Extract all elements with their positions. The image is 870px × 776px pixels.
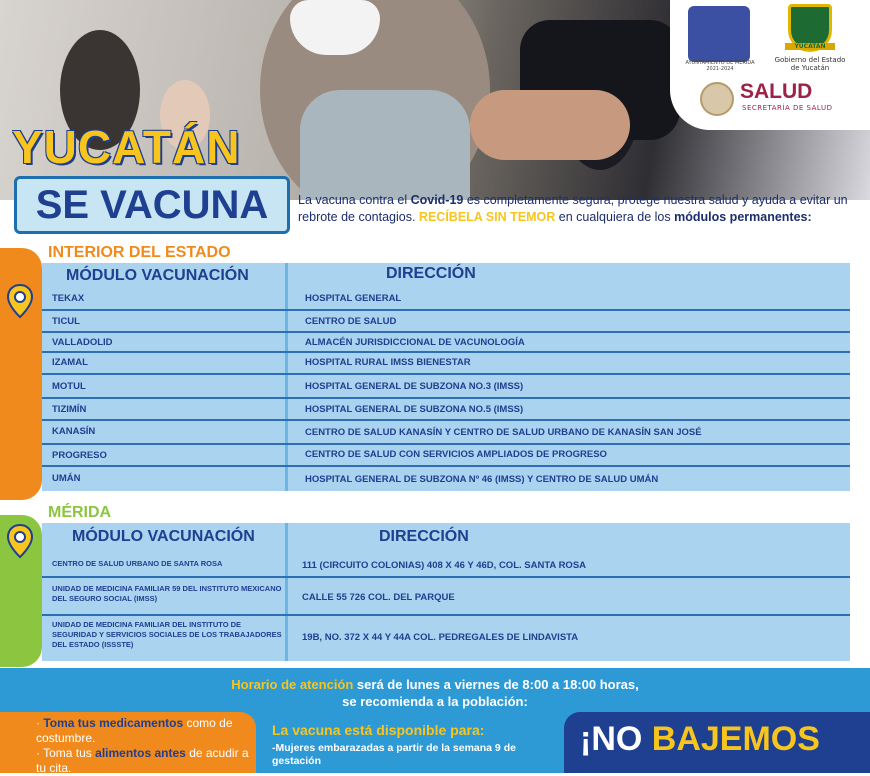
merida-side-bar bbox=[0, 515, 42, 667]
schedule-band: Horario de atención será de lunes a viernes de 8:00 a 18:00 horas, se recomienda a la población: bbox=[0, 668, 870, 718]
table-row: VALLADOLID ALMACÉN JURISDICCIONAL DE VACUNOLOGÍA bbox=[42, 333, 850, 353]
table-row: UNIDAD DE MEDICINA FAMILIAR 59 DEL INSTITUTO MEXICANO DEL SEGURO SOCIAL (IMSS) CALLE 55 726 COL. DEL PARQUE bbox=[42, 578, 850, 616]
salud-logo-subtitle: SECRETARÍA DE SALUD bbox=[742, 104, 833, 112]
table-row: PROGRESO CENTRO DE SALUD CON SERVICIOS AMPLIADOS DE PROGRESO bbox=[42, 445, 850, 467]
table-row: CENTRO DE SALUD URBANO DE SANTA ROSA 111 (CIRCUITO COLONIAS) 408 X 46 Y 46D, COL. SANTA ROSA bbox=[42, 551, 850, 578]
title-yucatan: YUCATÁN bbox=[12, 121, 241, 173]
interior-side-bar bbox=[0, 248, 42, 500]
table-row: MOTUL HOSPITAL GENERAL DE SUBZONA NO.3 (IMSS) bbox=[42, 375, 850, 399]
location-pin-icon bbox=[6, 523, 34, 559]
face-mask bbox=[290, 0, 380, 55]
mexico-seal-logo bbox=[700, 82, 734, 116]
merida-table bbox=[42, 523, 850, 661]
location-pin-icon bbox=[6, 283, 34, 319]
availability-panel bbox=[262, 718, 562, 773]
section-title-interior: INTERIOR DEL ESTADO bbox=[48, 244, 231, 261]
table-row: TEKAX HOSPITAL GENERAL bbox=[42, 287, 850, 311]
list-item: · Toma tus alimentos antes de acudir a tu cita. bbox=[36, 746, 249, 775]
tips-panel bbox=[0, 712, 256, 773]
merida-col-direccion: DIRECCIÓN bbox=[379, 528, 469, 545]
section-title-merida: MÉRIDA bbox=[48, 504, 112, 521]
table-row: UNIDAD DE MEDICINA FAMILIAR DEL INSTITUTO DE SEGURIDAD Y SERVICIOS SOCIALES DE LOS TRABAJADORES DEL ESTADO (ISSSTE) 19B, NO. 372 X 44 Y 44A COL. PEDREGALES DE LINDAVISTA bbox=[52, 620, 579, 649]
interior-col-modulo: MÓDULO VACUNACIÓN bbox=[66, 267, 249, 284]
interior-col-direccion: DIRECCIÓN bbox=[386, 265, 476, 282]
merida-shield-logo bbox=[688, 6, 750, 62]
highlight-text: RECÍBELA SIN TEMOR bbox=[418, 210, 556, 224]
availability-title: La vacuna está disponible para: bbox=[272, 722, 485, 738]
merida-col-modulo: MÓDULO VACUNACIÓN bbox=[72, 528, 255, 545]
yucatan-shield-logo: YUCATÁN bbox=[788, 4, 832, 52]
table-row: UMÁN HOSPITAL GENERAL DE SUBZONA Nº 46 (IMSS) Y CENTRO DE SALUD UMÁN bbox=[52, 473, 659, 485]
merida-logo-caption: AYUNTAMIENTO DE MÉRIDA 2021-2024 bbox=[685, 60, 755, 72]
interior-table bbox=[42, 263, 850, 491]
schedule-label: Horario de atención bbox=[231, 677, 354, 692]
title-se-vacuna: SE VACUNA bbox=[14, 176, 290, 234]
table-row: TIZIMÍN HOSPITAL GENERAL DE SUBZONA NO.5 (IMSS) bbox=[42, 399, 850, 421]
table-row: TICUL CENTRO DE SALUD bbox=[42, 311, 850, 333]
availability-item: -Mujeres embarazadas a partir de la semana 9 de gestación bbox=[272, 742, 516, 767]
logos-panel bbox=[670, 0, 870, 130]
intro-text: La vacuna contra el Covid-19 es completamente segura, protege nuestra salud y ayuda a evitar un rebrote de contagios. RECÍBELA SIN TEMOR en cualquiera de los módulos permanentes: bbox=[298, 193, 848, 224]
table-row: IZAMAL HOSPITAL RURAL IMSS BIENESTAR bbox=[42, 353, 850, 375]
table-row: KANASÍN CENTRO DE SALUD KANASÍN Y CENTRO DE SALUD URBANO DE KANASÍN SAN JOSÉ bbox=[42, 421, 850, 445]
slogan: ¡NO BAJEMOS bbox=[564, 712, 870, 773]
salud-logo: SALUD bbox=[740, 80, 813, 103]
list-item: · Toma tus medicamentos como de costumbre. bbox=[36, 716, 233, 745]
yucatan-logo-caption: Gobierno del Estado de Yucatán bbox=[774, 56, 846, 72]
